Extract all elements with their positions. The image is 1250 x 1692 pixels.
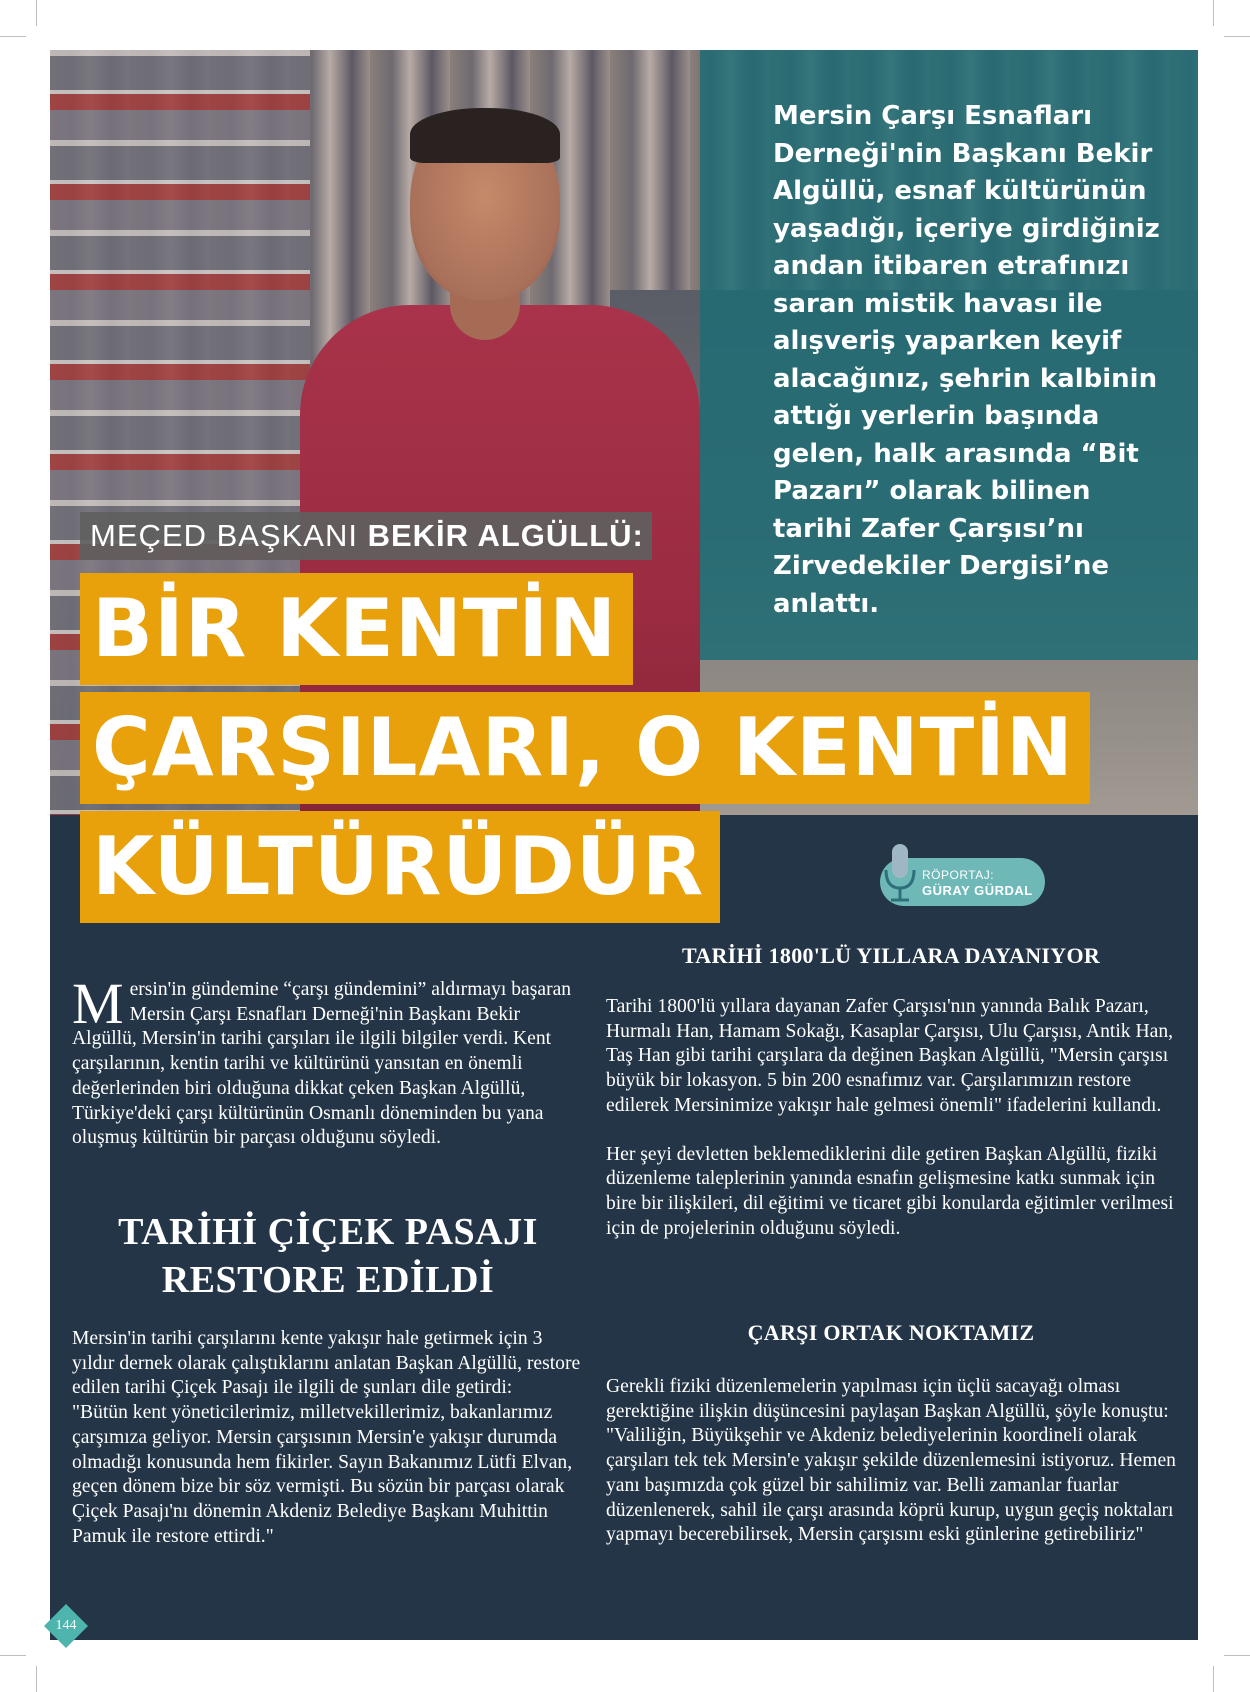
section2-paragraph-2: Her şeyi devletten beklemediklerini dile getiren Başkan Algüllü, fiziki düzenleme taleplerinin yanında esnafın gelişmesine katkı sunmak için bire bir ilişkileri, dil eğitimi ve ticaret gibi konularda eğitimler verilmesi için de projelerinin olduğunu söyledi. [606, 1143, 1174, 1239]
drop-cap: M [72, 971, 124, 1036]
crop-mark [0, 1655, 26, 1656]
person-hair [410, 108, 560, 163]
page-number: 144 [55, 1618, 77, 1633]
section2-heading-block [606, 942, 1176, 970]
crop-mark [0, 36, 26, 37]
crop-mark [1224, 36, 1250, 37]
crop-mark [1213, 1666, 1214, 1692]
kicker [80, 512, 652, 560]
headline-line-2: ÇARŞILARI, O KENTİN [80, 692, 1090, 804]
crop-mark [36, 0, 37, 26]
section1-title-line1: TARİHİ ÇİÇEK PASAJI [118, 1211, 538, 1253]
section2-body [606, 995, 1176, 1241]
lead-paragraph-block [72, 971, 584, 1151]
credit-name: GÜRAY GÜRDAL [922, 883, 1033, 898]
crop-mark [1213, 0, 1214, 26]
section1-quote: "Bütün kent yöneticilerimiz, milletvekillerimiz, bakanlarımız çarşımıza geliyor. Mersin çarşısının Mersin'e yakışır durumda olmadığı konusunda hem fikirler. Sayın Bakanımız Lütfi Elvan, geçen dönem bize bir söz vermişti. Bu sözün bir parçası olarak Çiçek Pasajı'nı dönemin Akdeniz Belediye Başkanı Muhittin Pamuk ile restore ettirdi." [72, 1402, 573, 1547]
section2-title: TARİHİ 1800'LÜ YILLARA DAYANIYOR [681, 943, 1101, 968]
crop-mark [36, 1666, 37, 1692]
section3-quote: "Valiliğin, Büyükşehir ve Akdeniz belediyelerinin koordineli olarak çarşıları tek tek Mersin'e yakışır şekilde düzenlemesini istiyoruz. Hemen yanı başımızda çok güzel bir sahilimiz var. Belli zamanlar fuarlar düzenlenerek, sahil ile çarşı arasında köprü kurup, uygun geçiş noktaları yapmayı becerebilirsek, Mersin çarşısını eski günlerine getirebiliriz" [606, 1425, 1176, 1546]
crop-mark [1224, 1655, 1250, 1656]
section1-text: Mersin'in tarihi çarşılarını kente yakışır hale getirmek için 3 yıldır dernek olarak çalıştıklarını anlatan Başkan Algüllü, restore edilen tarihi Çiçek Pasajı ile ilgili de şunları dile getirdi: [72, 1328, 581, 1399]
section3-heading-block [606, 1319, 1176, 1347]
credit-label: RÖPORTAJ: [922, 868, 995, 882]
section1-title [72, 1208, 584, 1304]
lead-text: ersin'in gündemine “çarşı gündemini” aldırmayı başaran Mersin Çarşı Esnafları Derneği'nin Başkanı Bekir Algüllü, Mersin'in tarihi çarşıları ile ilgili bilgiler verdi. Kent çarşılarının, kentin tarihi ve kültürünü yansıtan en önemli değerlerinden biri olduğuna dikkat çeken Başkan Algüllü, Türkiye'deki çarşı kültürünün Osmanlı döneminden bu yana oluşmuş kültürün bir parçası olduğunu söyledi. [72, 979, 572, 1149]
credit-text [922, 868, 1033, 898]
section3-body [606, 1375, 1176, 1548]
headline-line-1: BİR KENTİN [80, 573, 633, 685]
microphone-icon [880, 842, 920, 904]
kicker-name: BEKİR ALGÜLLÜ: [367, 518, 644, 553]
headline-line-3: KÜLTÜRÜDÜR [80, 811, 720, 923]
section1-body [72, 1327, 584, 1549]
section3-paragraph-1: Gerekli fiziki düzenlemelerin yapılması için üçlü sacayağı olması gerektiğine ilişkin düşüncesini paylaşan Başkan Algüllü, şöyle konuştu: [606, 1376, 1169, 1422]
kicker-light: MEÇED BAŞKANI [90, 518, 368, 553]
section3-title: ÇARŞI ORTAK NOKTAMIZ [747, 1320, 1035, 1345]
intro-text: Mersin Çarşı Esnafları Derneği'nin Başkanı Bekir Algüllü, esnaf kültürünün yaşadığı, içeriye girdiğiniz andan itibaren etrafınızı saran mistik havası ile alışveriş yaparken keyif alacağınız, şehrin kalbinin attığı yerlerin başında gelen, halk arasında “Bit Pazarı” olarak bilinen tarihi Zafer Çarşısı’nı Zirvedekiler Dergisi’ne anlattı. [773, 101, 1160, 619]
lead-paragraph [72, 971, 584, 1151]
section1-title-line2: RESTORE EDİLDİ [161, 1259, 495, 1301]
section2-paragraph-1: Tarihi 1800'lü yıllara dayanan Zafer Çarşısı'nın yanında Balık Pazarı, Hurmalı Han, Hamam Sokağı, Kasaplar Çarşısı, Ulu Çarşısı, Antik Han, Taş Han gibi tarihi çarşılara da değinen Başkan Algüllü, "Mersin çarşısı büyük bir lokasyon. 5 bin 200 esnafımız var. Çarşılarımızın restore edilerek Mersinimize yakışır hale gelmesi önemli" ifadelerini kullandı. [606, 996, 1174, 1116]
